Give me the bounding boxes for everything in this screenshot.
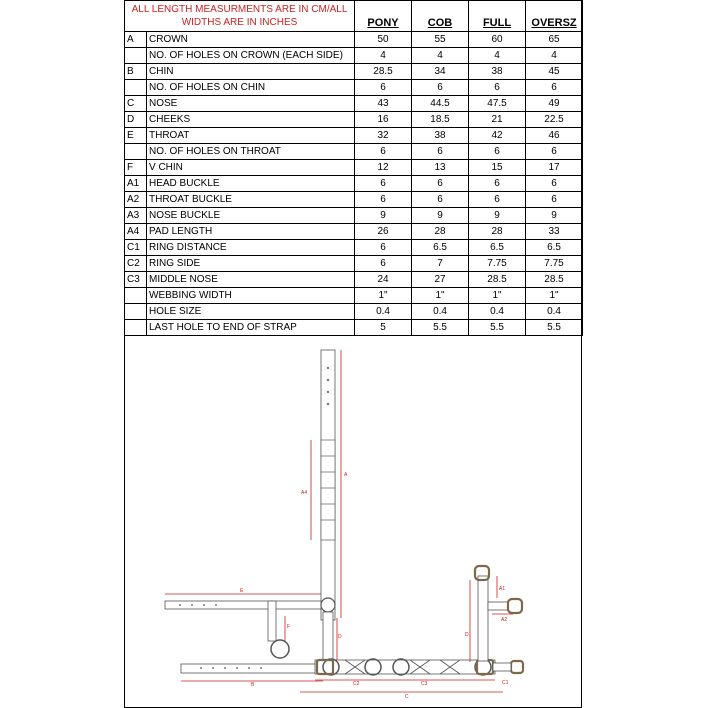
row-code: A1 [125,176,147,192]
row-value: 6 [412,192,469,208]
row-code: D [125,112,147,128]
size-chart-table [124,0,583,336]
row-value: 47.5 [469,96,526,112]
row-value: 6 [526,192,583,208]
column-header-full: FULL [469,1,526,32]
row-label: RING SIDE [147,256,355,272]
cheek-strap [323,612,333,662]
row-code [125,144,147,160]
dim-label-a2: A2 [501,617,508,623]
row-value: 6 [412,80,469,96]
dim-label-f: F [287,624,291,630]
row-value: 1" [412,288,469,304]
table-row [125,272,583,288]
row-value: 6.5 [469,240,526,256]
row-label: RING DISTANCE [147,240,355,256]
row-value: 55 [412,32,469,48]
table-row [125,192,583,208]
table-row [125,48,583,64]
table-row [125,112,583,128]
row-code [125,320,147,336]
dim-label-c3: C3 [421,681,428,687]
row-value: 17 [526,160,583,176]
table-row [125,80,583,96]
row-value: 6 [355,256,412,272]
table-row [125,304,583,320]
table-row [125,64,583,80]
row-value: 27 [412,272,469,288]
row-value: 6 [355,144,412,160]
row-value: 5.5 [526,320,583,336]
row-code: A [125,32,147,48]
row-value: 6 [469,192,526,208]
row-code [125,288,147,304]
row-code [125,48,147,64]
row-value: 5.5 [412,320,469,336]
row-value: 28.5 [469,272,526,288]
row-value: 32 [355,128,412,144]
row-value: 21 [469,112,526,128]
row-value: 28 [469,224,526,240]
crown-ring [321,598,335,612]
row-value: 44.5 [412,96,469,112]
row-label: CROWN [147,32,355,48]
table-row [125,176,583,192]
dim-label-a: A [344,472,348,478]
row-value: 1" [526,288,583,304]
row-value: 46 [526,128,583,144]
table-row [125,288,583,304]
row-value: 6 [526,176,583,192]
row-value: 4 [526,48,583,64]
column-header-pony: PONY [355,1,412,32]
row-value: 5 [355,320,412,336]
table-row [125,320,583,336]
row-label: NO. OF HOLES ON CROWN (EACH SIDE) [147,48,355,64]
row-value: 6 [469,80,526,96]
row-value: 4 [469,48,526,64]
nose-band [315,660,495,674]
row-value: 6 [355,192,412,208]
column-header-oversize: OVERSZ [526,1,583,32]
row-code: B [125,64,147,80]
measurement-note-line2: WIDTHS ARE IN INCHES [181,17,298,28]
row-value: 33 [526,224,583,240]
row-code: A3 [125,208,147,224]
row-value: 6 [412,176,469,192]
row-value: 28.5 [526,272,583,288]
row-label: THROAT [147,128,355,144]
row-code [125,80,147,96]
chin-ring [278,647,280,649]
table-row [125,128,583,144]
row-value: 0.4 [526,304,583,320]
row-value: 38 [412,128,469,144]
table-row [125,256,583,272]
dim-label-a4: A4 [301,490,308,496]
row-value: 1" [469,288,526,304]
row-value: 15 [469,160,526,176]
row-value: 6.5 [412,240,469,256]
table-row [125,224,583,240]
table-row [125,160,583,176]
row-value: 6.5 [526,240,583,256]
row-value: 6 [526,144,583,160]
row-value: 4 [412,48,469,64]
throat-strap [165,601,321,658]
table-row [125,144,583,160]
dimension-lines [165,350,513,692]
dim-label-c: C [405,694,409,700]
row-label: CHEEKS [147,112,355,128]
row-value: 0.4 [412,304,469,320]
row-value: 6 [355,240,412,256]
row-label: V CHIN [147,160,355,176]
table-row [125,96,583,112]
row-code: C [125,96,147,112]
dim-label-c1: C1 [502,680,509,686]
row-value: 1" [355,288,412,304]
row-label: MIDDLE NOSE [147,272,355,288]
row-value: 9 [412,208,469,224]
row-value: 13 [412,160,469,176]
dim-label-d: D [338,634,342,640]
header-row [125,1,583,32]
row-value: 42 [469,128,526,144]
row-label: THROAT BUCKLE [147,192,355,208]
row-value: 0.4 [355,304,412,320]
column-header-cob: COB [412,1,469,32]
row-value: 0.4 [469,304,526,320]
table-row [125,240,583,256]
dim-label-c2: C2 [353,681,360,687]
row-value: 6 [355,80,412,96]
row-value: 43 [355,96,412,112]
row-value: 38 [469,64,526,80]
row-value: 6 [469,144,526,160]
chin-strap [181,664,323,673]
row-value: 18.5 [412,112,469,128]
measurement-note-line1: ALL LENGTH MEASURMENTS ARE IN CM/ALL [131,4,348,15]
row-value: 65 [526,32,583,48]
row-value: 7.75 [526,256,583,272]
row-value: 9 [469,208,526,224]
row-value: 16 [355,112,412,128]
row-code: C1 [125,240,147,256]
row-value: 7 [412,256,469,272]
row-value: 6 [526,80,583,96]
row-label: LAST HOLE TO END OF STRAP [147,320,355,336]
row-value: 5.5 [469,320,526,336]
row-label: HOLE SIZE [147,304,355,320]
row-value: 28 [412,224,469,240]
row-value: 60 [469,32,526,48]
row-label: NOSE [147,96,355,112]
row-label: PAD LENGTH [147,224,355,240]
row-value: 50 [355,32,412,48]
row-label: NO. OF HOLES ON CHIN [147,80,355,96]
row-code: C2 [125,256,147,272]
row-code: A2 [125,192,147,208]
row-value: 26 [355,224,412,240]
row-label: NO. OF HOLES ON THROAT [147,144,355,160]
bridle-diagram [125,336,581,707]
row-value: 12 [355,160,412,176]
row-value: 34 [412,64,469,80]
row-code: E [125,128,147,144]
nose-end-strap [493,663,511,671]
dim-label-d-right: D [465,632,469,638]
row-value: 22.5 [526,112,583,128]
row-value: 49 [526,96,583,112]
row-code: A4 [125,224,147,240]
dim-label-e: E [240,588,244,594]
row-value: 24 [355,272,412,288]
row-value: 6 [412,144,469,160]
row-code: C3 [125,272,147,288]
row-value: 28.5 [355,64,412,80]
table-row [125,208,583,224]
row-label: HEAD BUCKLE [147,176,355,192]
row-code [125,304,147,320]
dim-label-b: B [251,682,255,688]
row-label: WEBBING WIDTH [147,288,355,304]
row-value: 6 [469,176,526,192]
crown-pad [321,440,335,540]
row-value: 45 [526,64,583,80]
row-value: 9 [355,208,412,224]
row-code: F [125,160,147,176]
row-label: NOSE BUCKLE [147,208,355,224]
row-value: 7.75 [469,256,526,272]
row-value: 9 [526,208,583,224]
row-value: 6 [355,176,412,192]
row-value: 4 [355,48,412,64]
measurement-note [125,1,355,32]
table-row [125,32,583,48]
dim-label-a1: A1 [499,586,506,592]
row-label: CHIN [147,64,355,80]
